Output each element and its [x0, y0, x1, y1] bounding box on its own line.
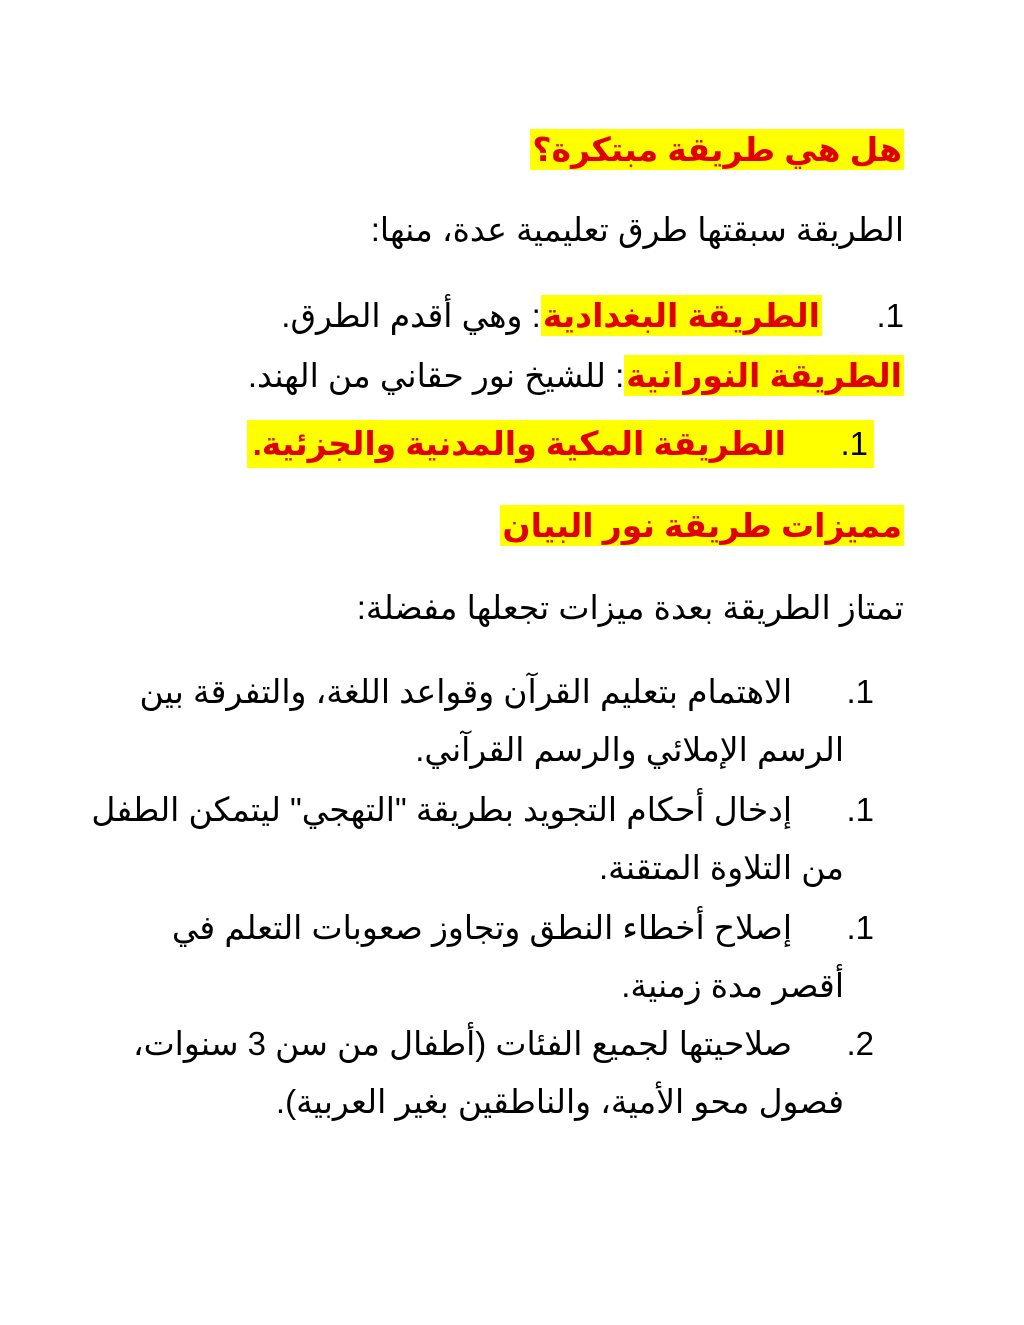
- heading-innovative-method: [530, 130, 904, 170]
- method-item-makki: [247, 420, 874, 468]
- intro-previous-methods: الطريقة سبقتها طرق تعليمية عدة، منها:: [370, 211, 904, 248]
- feature-item-4-continuation: فصول محو الأمية، والناطقين بغير العربية).: [275, 1083, 844, 1120]
- method-colon: :: [531, 297, 541, 334]
- method-item-baghdadi: [281, 296, 904, 336]
- list-number: 1.: [846, 673, 874, 710]
- heading-nour-albayan-features: [500, 506, 904, 546]
- list-number: 1.: [846, 791, 874, 828]
- list-number: 1.: [846, 909, 874, 946]
- method-highlight-box: [247, 420, 874, 468]
- feature-item-4: [133, 1024, 874, 1064]
- heading-nour-albayan-features-text: مميزات طريقة نور البيان: [502, 507, 902, 544]
- feature-item-1: [140, 672, 874, 712]
- method-title: الطريقة البغدادية: [542, 297, 820, 334]
- feature-item-2: [91, 790, 874, 830]
- feature-line: إدخال أحكام التجويد بطريقة "التهجي" ليتمكن الطفل: [91, 791, 792, 828]
- feature-line: الاهتمام بتعليم القرآن وقواعد اللغة، والتفرقة بين: [139, 673, 792, 710]
- method-title: الطريقة النورانية: [626, 357, 902, 394]
- heading-innovative-method-text: هل هي طريقة مبتكرة؟: [532, 131, 902, 168]
- list-number: 1.: [876, 297, 904, 334]
- method-desc: للشيخ نور حقاني من الهند.: [247, 357, 616, 394]
- method-desc: وهي أقدم الطرق.: [281, 297, 532, 334]
- feature-item-3-continuation: أقصر مدة زمنية.: [621, 967, 844, 1004]
- feature-line: صلاحيتها لجميع الفئات (أطفال من سن 3 سنوات،: [132, 1025, 792, 1062]
- method-title: الطريقة المكية والمدنية والجزئية.: [252, 425, 786, 462]
- intro-features: تمتاز الطريقة بعدة ميزات تجعلها مفضلة:: [356, 589, 904, 626]
- feature-line: إصلاح أخطاء النطق وتجاوز صعوبات التعلم في: [171, 909, 792, 946]
- method-item-nuraniyya: [248, 356, 904, 396]
- method-colon: :: [615, 357, 625, 394]
- list-number: 1.: [840, 425, 868, 462]
- feature-item-1-continuation: الرسم الإملائي والرسم القرآني.: [415, 731, 844, 768]
- feature-item-2-continuation: من التلاوة المتقنة.: [598, 849, 844, 886]
- feature-item-3: [172, 908, 874, 948]
- list-number: 2.: [846, 1025, 874, 1062]
